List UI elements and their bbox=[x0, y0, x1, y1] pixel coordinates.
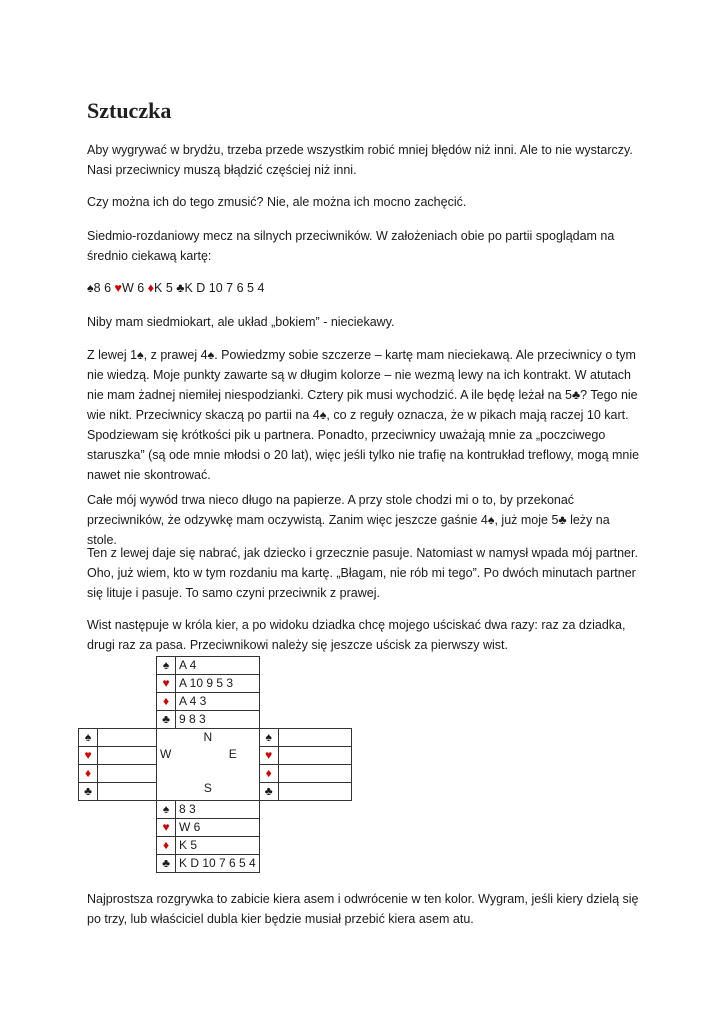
south-clubs: K D 10 7 6 5 4 bbox=[176, 855, 260, 873]
paragraph-reasoning: Całe mój wywód trwa nieco długo na papierze. A przy stole chodzi mi o to, by przekonać przeciwników, że odzywkę mam oczywistą. Zanim więc jeszcze gaśnie 4♠, już moje 5♣ leży na stole. bbox=[87, 493, 610, 547]
east-clubs bbox=[278, 783, 351, 801]
spade-icon: ♠ bbox=[87, 281, 94, 295]
south-spade-icon: ♠ bbox=[157, 801, 176, 819]
west-spade-icon: ♠ bbox=[79, 729, 98, 747]
north-hearts: A 10 9 5 3 bbox=[176, 675, 260, 693]
hand-line bbox=[87, 278, 642, 298]
east-heart-icon: ♥ bbox=[259, 747, 278, 765]
paragraph-match: Siedmio-rozdaniowy mecz na silnych przeciwników. W założeniach obie po partii spoglądam na średnio ciekawą kartę: bbox=[87, 229, 615, 263]
west-diamonds bbox=[98, 765, 157, 783]
south-heart-icon: ♥ bbox=[157, 819, 176, 837]
west-diamond-icon: ♦ bbox=[79, 765, 98, 783]
hand-spades: 8 6 bbox=[93, 281, 112, 295]
west-club-icon: ♣ bbox=[79, 783, 98, 801]
paragraph-lead: Wist następuje w króla kier, a po widoku dziadka chcę mojego uściskać dwa razy: raz za dziadka, drugi raz za pasa. Przeciwnikowi należy się jeszcze uścisk za pierwszy wist. bbox=[87, 618, 626, 652]
north-diamonds: A 4 3 bbox=[176, 693, 260, 711]
compass-box bbox=[157, 729, 260, 801]
compass-south: S bbox=[203, 781, 212, 795]
south-spades: 8 3 bbox=[176, 801, 260, 819]
north-heart-icon: ♥ bbox=[157, 675, 176, 693]
south-hearts: W 6 bbox=[176, 819, 260, 837]
paragraph-pass: Ten z lewej daje się nabrać, jak dziecko i grzecznie pasuje. Natomiast w namysł wpada mój partner. Oho, już wiem, kto w tym rozdaniu ma kartę. „Błagam, nie rób mi tego”. Po dwóch minutach partner się lituje i pasuje. To samo czyni przeciwnik z prawej. bbox=[87, 546, 638, 600]
deal-diagram bbox=[78, 656, 352, 873]
paragraph-play: Najprostsza rozgrywka to zabicie kiera asem i odwrócenie w ten kolor. Wygram, jeśli kiery dzielą się po trzy, lub właściciel dubla kier będzie musiał przebić kiera asem atu. bbox=[87, 892, 639, 926]
west-clubs bbox=[98, 783, 157, 801]
west-heart-icon: ♥ bbox=[79, 747, 98, 765]
north-clubs: 9 8 3 bbox=[176, 711, 260, 729]
north-spade-icon: ♠ bbox=[157, 657, 176, 675]
compass-north: N bbox=[203, 730, 213, 744]
heart-icon: ♥ bbox=[114, 281, 122, 295]
diamond-icon: ♦ bbox=[147, 281, 155, 295]
club-icon: ♣ bbox=[176, 281, 185, 295]
page-title: Sztuczka bbox=[87, 98, 172, 123]
south-diamonds: K 5 bbox=[176, 837, 260, 855]
west-hearts bbox=[98, 747, 157, 765]
east-diamond-icon: ♦ bbox=[259, 765, 278, 783]
east-club-icon: ♣ bbox=[259, 783, 278, 801]
compass-west: W bbox=[160, 747, 172, 761]
south-diamond-icon: ♦ bbox=[157, 837, 176, 855]
paragraph-intro: Aby wygrywać w brydżu, trzeba przede wszystkim robić mniej błędów niż inni. Ale to nie wystarczy. Nasi przeciwnicy muszą błądzić częściej niż inni. bbox=[87, 143, 633, 177]
east-spade-icon: ♠ bbox=[259, 729, 278, 747]
hand-hearts: W 6 bbox=[121, 281, 145, 295]
hand-clubs: K D 10 7 6 5 4 bbox=[184, 281, 265, 295]
compass-east: E bbox=[228, 747, 237, 761]
east-diamonds bbox=[278, 765, 351, 783]
north-club-icon: ♣ bbox=[157, 711, 176, 729]
south-club-icon: ♣ bbox=[157, 855, 176, 873]
paragraph-question: Czy można ich do tego zmusić? Nie, ale można ich mocno zachęcić. bbox=[87, 195, 467, 209]
east-spades bbox=[278, 729, 351, 747]
paragraph-shape: Niby mam siedmiokart, ale układ „bokiem” - nieciekawy. bbox=[87, 315, 395, 329]
west-spades bbox=[98, 729, 157, 747]
hand-diamonds: K 5 bbox=[154, 281, 173, 295]
paragraph-bidding: Z lewej 1♠, z prawej 4♠. Powiedzmy sobie szczerze – kartę mam nieciekawą. Ale przeciwnicy o tym nie wiedzą. Moje punkty zawarte są w długim kolorze – nie wezmą lewy na ich kontrakt. W atutach nie mam żadnej niemiłej niespodzianki. Cztery pik musi wychodzić. A ile będę leżał na 5♣? Tego nie wie nikt. Przeciwnicy skaczą po partii na 4♠, co z reguły oznacza, że w pikach mają raczej 10 kart. Spodziewam się krótkości pik u partnera. Ponadto, przeciwnicy uważają mnie za „poczciwego staruszka” (są ode mnie młodsi o 20 lat), więc jeśli tylko nie trafię na kontrukład treflowy, mogą mnie nawet nie skontrować. bbox=[87, 348, 640, 482]
east-hearts bbox=[278, 747, 351, 765]
north-diamond-icon: ♦ bbox=[157, 693, 176, 711]
north-spades: A 4 bbox=[176, 657, 260, 675]
